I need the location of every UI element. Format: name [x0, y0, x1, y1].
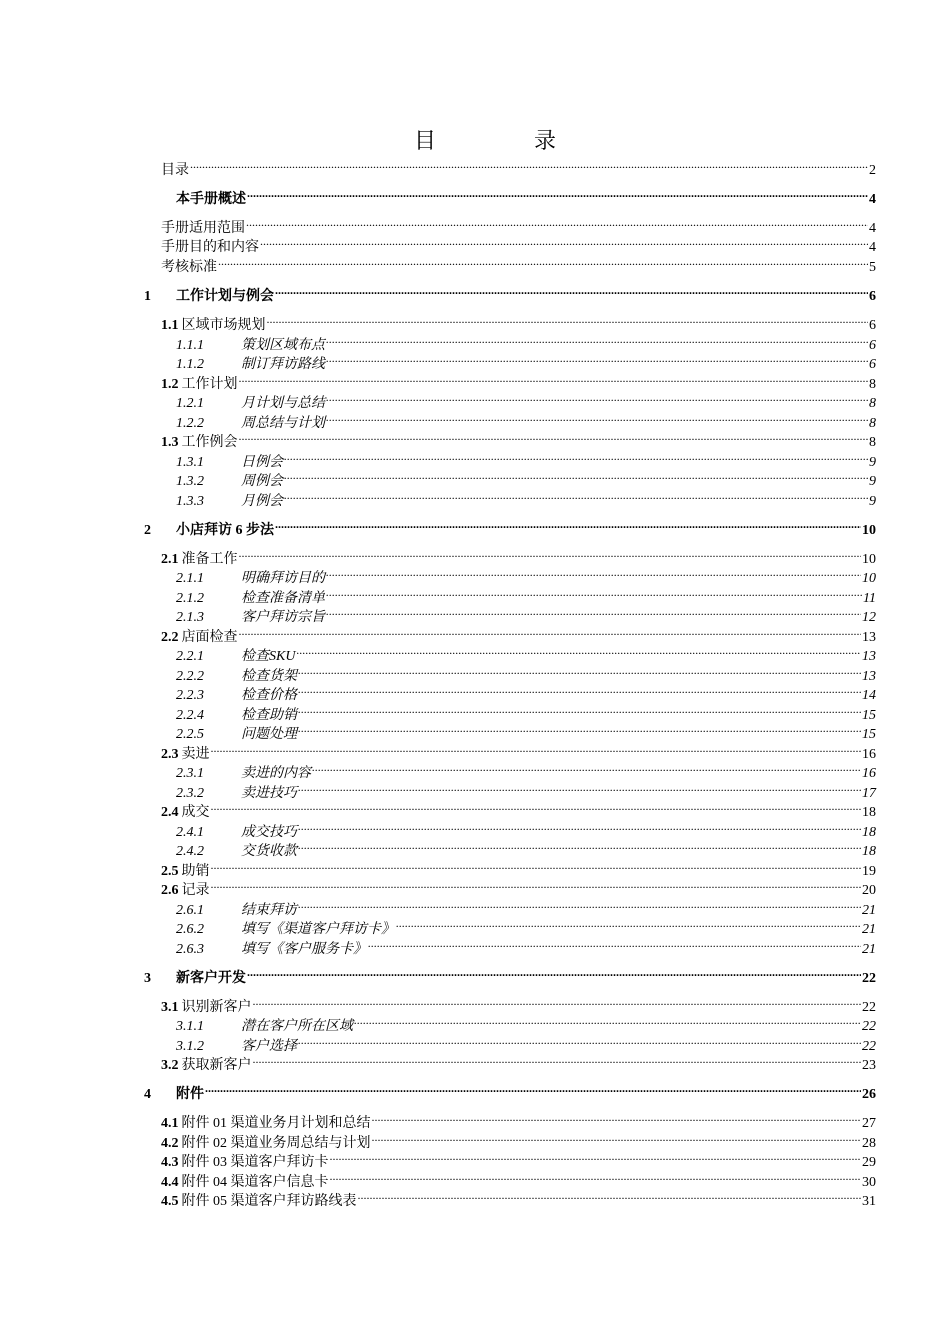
toc-entry[interactable] [144, 280, 876, 304]
toc-entry-page: 21 [862, 903, 876, 918]
toc-entry-number: 4 [144, 1087, 151, 1102]
toc-entry-page: 26 [862, 1087, 876, 1102]
toc-entry-page: 8 [869, 435, 876, 450]
toc-entry-title: 小店拜访 6 步法 [176, 523, 274, 538]
toc-entry[interactable] [176, 465, 876, 489]
toc-entry-number: 2.6.3 [176, 942, 204, 957]
toc-entry-title: 成交技巧 [241, 825, 297, 840]
toc-entry-title: 卖进技巧 [241, 786, 297, 801]
toc-entry-title: 附件 04 渠道客户信息卡 [181, 1175, 329, 1190]
toc-entry-page: 22 [862, 1019, 876, 1034]
toc-dot-leader [326, 387, 868, 407]
toc-entry-number: 2.4.1 [176, 825, 204, 840]
toc-entry[interactable] [176, 1030, 876, 1054]
toc-entry-title: 准备工作 [181, 552, 238, 567]
toc-entry[interactable] [176, 933, 876, 957]
toc-entry-page: 9 [869, 474, 876, 489]
toc-entry-number: 1.3.2 [176, 474, 204, 489]
toc-entry-number: 2.1.1 [176, 571, 204, 586]
toc-title: 目 录 [413, 129, 594, 154]
toc-dot-leader [298, 777, 861, 797]
toc-entry-title: 日例会 [241, 455, 283, 470]
toc-dot-leader [298, 1030, 861, 1050]
toc-entry[interactable] [161, 1185, 876, 1209]
toc-entry-title: 工作计划 [181, 377, 238, 392]
toc-entry-title: 成交 [181, 805, 210, 820]
toc-entry-number: 4.5 [161, 1194, 179, 1209]
toc-entry[interactable] [176, 777, 876, 801]
toc-entry-number: 2.1.3 [176, 610, 204, 625]
toc-dot-leader [211, 874, 862, 894]
toc-entry-page: 21 [862, 942, 876, 957]
toc-dot-leader [275, 514, 861, 534]
toc-entry-title: 附件 02 渠道业务周总结与计划 [181, 1136, 371, 1151]
toc-entry[interactable] [176, 446, 876, 470]
toc-dot-leader [326, 562, 861, 582]
toc-entry-title: 新客户开发 [176, 971, 246, 986]
toc-entry-number: 1.2 [161, 377, 179, 392]
toc-entry[interactable] [176, 640, 876, 664]
toc-entry-title: 月计划与总结 [241, 396, 325, 411]
toc-entry[interactable] [144, 962, 876, 986]
toc-entry-title: 检查助销 [241, 708, 297, 723]
toc-entry-page: 22 [862, 971, 876, 986]
toc-entry-page: 8 [869, 377, 876, 392]
toc-entry-page: 10 [862, 571, 876, 586]
toc-entry-title: 考核标准 [161, 260, 217, 275]
toc-entry-number: 2.6.2 [176, 922, 204, 937]
toc-entry-page: 18 [862, 844, 876, 859]
toc-entry-title: 手册适用范围 [161, 221, 245, 236]
toc-entry[interactable] [161, 991, 876, 1015]
toc-entry-number: 2.1 [161, 552, 179, 567]
toc-entry[interactable] [161, 543, 876, 567]
toc-entry-page: 4 [869, 221, 876, 236]
toc-dot-leader [296, 640, 861, 660]
toc-entry-title: 获取新客户 [181, 1058, 252, 1073]
toc-dot-leader [205, 1078, 861, 1098]
toc-entry-number: 1.1.2 [176, 357, 204, 372]
toc-entry-title: 本手册概述 [176, 192, 246, 207]
toc-entry-page: 8 [869, 416, 876, 431]
toc-entry[interactable] [161, 426, 876, 450]
toc-dot-leader [326, 582, 862, 602]
toc-entry[interactable] [161, 251, 876, 275]
toc-entry-title: 检查SKU [241, 649, 296, 664]
toc-entry-page: 22 [862, 1000, 876, 1015]
toc-entry-number: 1.2.1 [176, 396, 204, 411]
toc-entry-page: 11 [863, 591, 876, 606]
toc-entry-number: 1.1.1 [176, 338, 204, 353]
toc-dot-leader [368, 933, 861, 953]
toc-entry-number: 4.1 [161, 1116, 179, 1131]
toc-dot-leader [190, 154, 868, 174]
toc-dot-leader [284, 465, 868, 485]
toc-entry-number: 4.2 [161, 1136, 179, 1151]
toc-entry-number: 2.6.1 [176, 903, 204, 918]
toc-entry-title: 潜在客户所在区域 [241, 1019, 353, 1034]
toc-entry[interactable] [161, 231, 876, 255]
toc-entry-title: 记录 [181, 883, 210, 898]
toc-entry-title: 客户拜访宗旨 [241, 610, 325, 625]
toc-dot-leader [326, 329, 868, 349]
toc-entry-number: 2.2.1 [176, 649, 204, 664]
toc-entry-number: 3.1.2 [176, 1039, 204, 1054]
toc-dot-leader [354, 1010, 861, 1030]
toc-entry-page: 22 [862, 1039, 876, 1054]
toc-entry-number: 2.3.2 [176, 786, 204, 801]
toc-entry-page: 17 [862, 786, 876, 801]
toc-entry-page: 27 [862, 1116, 876, 1131]
toc-entry-number: 1.2.2 [176, 416, 204, 431]
toc-entry-title: 问题处理 [241, 727, 297, 742]
toc-dot-leader [260, 231, 868, 251]
toc-entry-number: 1.3 [161, 435, 179, 450]
toc-entry-title: 助销 [181, 864, 210, 879]
toc-entry-page: 31 [862, 1194, 876, 1209]
toc-entry-number: 2 [144, 523, 151, 538]
toc-entry-title: 工作例会 [181, 435, 238, 450]
toc-entry[interactable] [161, 368, 876, 392]
toc-dot-leader [239, 426, 869, 446]
toc-entry[interactable] [176, 1010, 876, 1034]
toc-entry[interactable] [176, 679, 876, 703]
toc-entry-title: 明确拜访目的 [241, 571, 325, 586]
toc-entry[interactable] [176, 913, 876, 937]
toc-entry-number: 2.1.2 [176, 591, 204, 606]
toc-entry-number: 2.2.3 [176, 688, 204, 703]
toc-entry-title: 卖进的内容 [241, 766, 311, 781]
toc-dot-leader [330, 1146, 862, 1166]
toc-entry[interactable] [176, 816, 876, 840]
toc-entry-number: 2.4.2 [176, 844, 204, 859]
toc-dot-leader [239, 543, 862, 563]
toc-entry-page: 12 [862, 610, 876, 625]
toc-entry[interactable] [176, 329, 876, 353]
toc-entry-page: 10 [862, 552, 876, 567]
toc-entry-page: 2 [869, 163, 876, 178]
toc-dot-leader [298, 679, 861, 699]
toc-entry[interactable] [161, 855, 876, 879]
toc-entry-number: 2.2.4 [176, 708, 204, 723]
toc-dot-leader [211, 855, 862, 875]
toc-entry[interactable] [161, 874, 876, 898]
toc-entry-number: 1 [144, 289, 151, 304]
toc-entry-title: 结束拜访 [241, 903, 297, 918]
toc-dot-leader [396, 913, 861, 933]
toc-dot-leader [298, 699, 861, 719]
toc-dot-leader [330, 1166, 862, 1186]
toc-entry[interactable] [161, 796, 876, 820]
toc-entry-page: 9 [869, 455, 876, 470]
toc-entry-number: 2.2 [161, 630, 179, 645]
toc-entry[interactable] [161, 621, 876, 645]
toc-entry-number: 2.3 [161, 747, 179, 762]
toc-entry-page: 23 [862, 1058, 876, 1073]
toc-entry-page: 19 [862, 864, 876, 879]
toc-entry-title: 交货收款 [241, 844, 297, 859]
toc-entry-number: 4.3 [161, 1155, 179, 1170]
toc-entry[interactable] [144, 514, 876, 538]
toc-entry-number: 2.3.1 [176, 766, 204, 781]
toc-entry-page: 13 [862, 649, 876, 664]
toc-entry-page: 14 [862, 688, 876, 703]
toc-entry[interactable] [176, 718, 876, 742]
toc-dot-leader [267, 309, 869, 329]
toc-entry-page: 16 [862, 747, 876, 762]
toc-dot-leader [326, 407, 868, 427]
toc-entry-page: 21 [862, 922, 876, 937]
toc-entry[interactable] [144, 183, 876, 207]
toc-entry-title: 检查价格 [241, 688, 297, 703]
toc-dot-leader [247, 962, 861, 982]
toc-entry-number: 1.3.3 [176, 494, 204, 509]
toc-entry-page: 20 [862, 883, 876, 898]
toc-dot-leader [298, 660, 861, 680]
toc-entry-page: 13 [862, 669, 876, 684]
toc-entry-page: 6 [869, 357, 876, 372]
toc-dot-leader [312, 757, 861, 777]
toc-entry-title: 周例会 [241, 474, 283, 489]
toc-entry-page: 10 [862, 523, 876, 538]
toc-entry[interactable] [176, 562, 876, 586]
toc-entry[interactable] [176, 387, 876, 411]
toc-dot-leader [326, 601, 861, 621]
toc-entry-number: 4.4 [161, 1175, 179, 1190]
toc-entry-number: 3.2 [161, 1058, 179, 1073]
toc-entry[interactable] [176, 894, 876, 918]
toc-entry[interactable] [161, 154, 876, 178]
toc-entry-number: 2.6 [161, 883, 179, 898]
toc-dot-leader [372, 1107, 862, 1127]
toc-entry-number: 2.2.5 [176, 727, 204, 742]
toc-entry[interactable] [161, 1127, 876, 1151]
toc-entry[interactable] [161, 212, 876, 236]
toc-entry-page: 6 [869, 318, 876, 333]
toc-entry[interactable] [176, 660, 876, 684]
toc-entry-title: 周总结与计划 [241, 416, 325, 431]
toc-dot-leader [253, 991, 862, 1011]
toc-entry[interactable] [176, 407, 876, 431]
toc-entry-title: 附件 01 渠道业务月计划和总结 [181, 1116, 371, 1131]
toc-dot-leader [246, 212, 868, 232]
toc-entry-title: 填写《渠道客户拜访卡》 [241, 922, 395, 937]
toc-entry-number: 1.1 [161, 318, 179, 333]
toc-dot-leader [275, 280, 868, 300]
toc-entry[interactable] [176, 485, 876, 509]
toc-entry-number: 3 [144, 971, 151, 986]
toc-entry-title: 卖进 [181, 747, 210, 762]
toc-entry-title: 目录 [161, 163, 189, 178]
toc-entry-page: 15 [862, 727, 876, 742]
toc-entry-page: 18 [862, 805, 876, 820]
toc-entry-number: 1.3.1 [176, 455, 204, 470]
toc-entry-title: 附件 [176, 1087, 204, 1102]
toc-dot-leader [284, 485, 868, 505]
toc-dot-leader [298, 894, 861, 914]
toc-entry-page: 5 [869, 260, 876, 275]
toc-entry-title: 手册目的和内容 [161, 240, 259, 255]
toc-dot-leader [211, 796, 862, 816]
toc-entry[interactable] [176, 601, 876, 625]
toc-entry-page: 8 [869, 396, 876, 411]
toc-entry-page: 28 [862, 1136, 876, 1151]
toc-entry[interactable] [144, 1078, 876, 1102]
toc-entry-number: 3.1 [161, 1000, 179, 1015]
toc-entry-title: 附件 05 渠道客户拜访路线表 [181, 1194, 357, 1209]
toc-entry[interactable] [176, 757, 876, 781]
toc-dot-leader [358, 1185, 862, 1205]
toc-dot-leader [326, 348, 868, 368]
toc-entry[interactable] [161, 309, 876, 333]
toc-entry-page: 16 [862, 766, 876, 781]
toc-entry-title: 填写《客户服务卡》 [241, 942, 367, 957]
toc-entry-number: 2.4 [161, 805, 179, 820]
toc-entry-page: 9 [869, 494, 876, 509]
toc-entry-title: 店面检查 [181, 630, 238, 645]
toc-entry-title: 策划区域布点 [241, 338, 325, 353]
toc-entry[interactable] [161, 1166, 876, 1190]
toc-entry[interactable] [176, 348, 876, 372]
toc-entry-title: 区域市场规划 [181, 318, 266, 333]
toc-entry-page: 6 [869, 289, 876, 304]
toc-dot-leader [239, 621, 862, 641]
toc-entry-title: 检查准备清单 [241, 591, 325, 606]
toc-entry[interactable] [161, 738, 876, 762]
toc-entry-page: 6 [869, 338, 876, 353]
toc-entry-page: 30 [862, 1175, 876, 1190]
toc-entry-page: 13 [862, 630, 876, 645]
toc-dot-leader [298, 718, 861, 738]
toc-entry-title: 月例会 [241, 494, 283, 509]
toc-dot-leader [298, 835, 861, 855]
toc-entry-number: 2.2.2 [176, 669, 204, 684]
toc-entry[interactable] [176, 835, 876, 859]
toc-entry[interactable] [161, 1049, 876, 1073]
toc-dot-leader [284, 446, 868, 466]
toc-dot-leader [247, 183, 868, 203]
toc-entry-page: 15 [862, 708, 876, 723]
toc-entry[interactable] [161, 1107, 876, 1131]
toc-dot-leader [298, 816, 861, 836]
toc-entry-title: 检查货架 [241, 669, 297, 684]
toc-entry-title: 附件 03 渠道客户拜访卡 [181, 1155, 329, 1170]
toc-entry-page: 18 [862, 825, 876, 840]
toc-entry-page: 29 [862, 1155, 876, 1170]
toc-entry[interactable] [161, 1146, 876, 1170]
toc-entry-number: 2.5 [161, 864, 179, 879]
toc-dot-leader [218, 251, 868, 271]
toc-dot-leader [253, 1049, 862, 1069]
toc-entry[interactable] [176, 699, 876, 723]
toc-dot-leader [372, 1127, 862, 1147]
toc-entry-number: 3.1.1 [176, 1019, 204, 1034]
toc-entry-title: 识别新客户 [181, 1000, 252, 1015]
toc-entry-page: 4 [869, 240, 876, 255]
toc-entry-title: 工作计划与例会 [176, 289, 274, 304]
toc-entry-title: 客户选择 [241, 1039, 297, 1054]
toc-entry-title: 制订拜访路线 [241, 357, 325, 372]
toc-dot-leader [211, 738, 862, 758]
toc-entry[interactable] [176, 582, 876, 606]
toc-entry-page: 4 [869, 192, 876, 207]
toc-dot-leader [239, 368, 869, 388]
